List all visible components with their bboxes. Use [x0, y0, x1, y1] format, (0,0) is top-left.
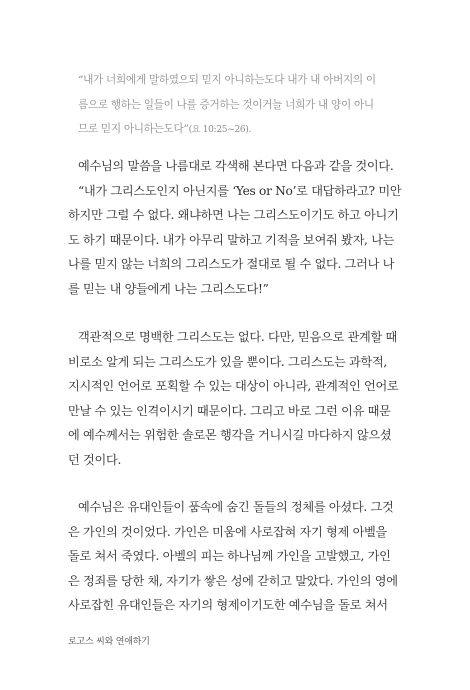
paragraph-line: 돌로 쳐서 죽였다. 아벨의 피는 하나님께 가인을 고발했고, 가인	[68, 549, 391, 564]
paragraph-line: 도 하기 때문이다. 내가 아무리 말하고 기적을 보여줘 봤자, 나는	[68, 232, 395, 247]
paragraph-line: 하지만 그럴 수 없다. 왜냐하면 나는 그리스도이기도 하고 아니기	[68, 208, 399, 223]
scripture-quote	[78, 68, 402, 143]
body-paragraph-2	[68, 325, 402, 473]
paragraph-line: 나를 믿지 않는 너희의 그리스도가 절대로 될 수 없다. 그러나 나	[68, 257, 395, 272]
quote-line	[78, 117, 402, 143]
paragraph-line: 비로소 알게 되는 그리스도가 있을 뿐이다. 그리스도는 과학적,	[68, 354, 387, 369]
quote-line: “내가 너희에게 말하였으되 믿지 아니하는도다 내가 내 아버지의 이	[78, 74, 376, 86]
quote-citation: (요 10:25~26).	[188, 125, 252, 135]
paragraph-line: 던 것이다.	[68, 452, 122, 467]
paragraph-line: 예수님의 말씀을 나름대로 각색해 본다면 다음과 같을 것이다.	[78, 159, 394, 173]
paragraph-line: 은 정죄를 당한 채, 자기가 쌓은 성에 갇히고 말았다. 가인의 영에	[68, 573, 398, 588]
paragraph-line: 사로잡힌 유대인들은 자기의 형제이기도한 예수님을 돌로 쳐서	[68, 598, 388, 613]
paragraph-line: 예수님은 유대인들이 품속에 숨긴 돌들의 정체를 아셨다. 그것	[78, 500, 394, 514]
paragraph-line: 은 가인의 것이었다. 가인은 미움에 사로잡혀 자기 형제 아벨을	[68, 524, 387, 539]
running-footer: 로고스 씨와 연애하기	[68, 637, 150, 647]
paragraph-line: 에 예수께서는 위험한 솔로몬 행각을 거니시길 마다하지 않으셨	[68, 428, 392, 443]
paragraph-line: “내가 그리스도인지 아닌지를 ‘Yes or No’로 대답하라고? 미안	[78, 183, 402, 198]
quote-line: 름으로 행하는 일들이 나를 증거하는 것이거늘 너희가 내 양이 아니	[78, 98, 374, 111]
paragraph-line: 객관적으로 명백한 그리스도는 없다. 다만, 믿음으로 관계할 때	[78, 330, 397, 344]
quote-line-text: 므로 믿지 아니하는도다”	[78, 123, 189, 135]
paragraph-line: 를 믿는 내 양들에게 나는 그리스도다!”	[68, 281, 269, 296]
paragraph-line: 지시적인 언어로 포획할 수 있는 대상이 아니라, 관계적인 언어로	[68, 379, 399, 394]
paragraph-line: 만날 수 있는 인격이시기 때문이다. 그리고 바로 그런 이유 때문	[68, 403, 391, 418]
body-paragraph-3	[68, 495, 402, 618]
body-paragraph-1	[68, 154, 402, 302]
